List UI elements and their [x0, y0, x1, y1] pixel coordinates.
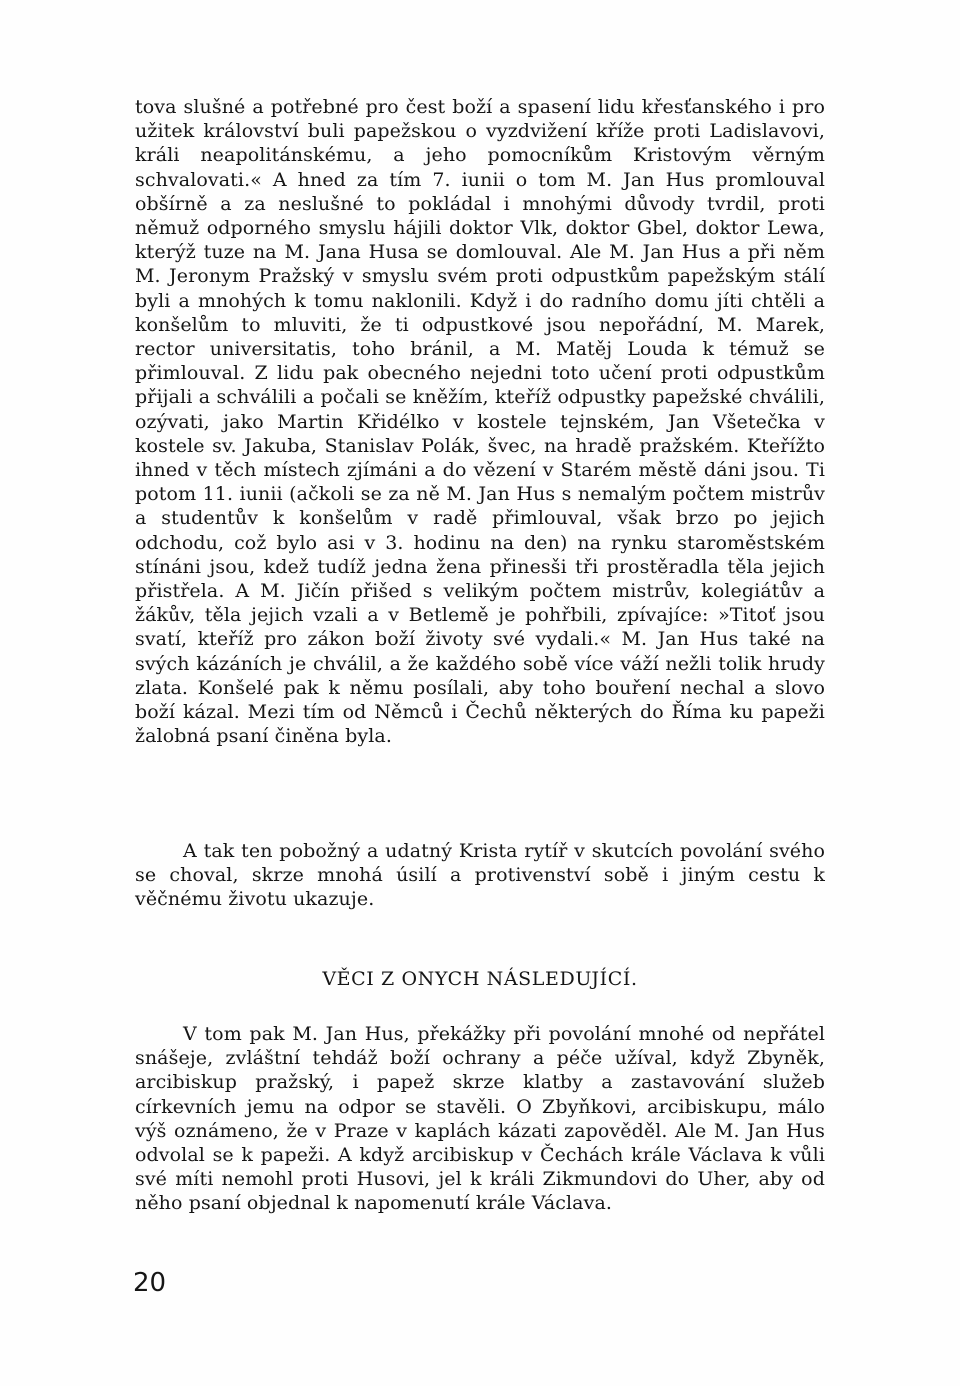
section-first-paragraph [135, 1022, 825, 1216]
continued-paragraph [135, 95, 825, 748]
section-heading: VĚCI Z ONYCH NÁSLEDUJÍCÍ. [322, 968, 638, 990]
closing-paragraph [135, 839, 825, 912]
page-number: 20 [133, 1268, 167, 1298]
paragraph-text-1: tova slušné a potřebné pro čest boží a spasení lidu křesťanského i pro užitek království buli papežskou o vyzdvižení kříže proti Ladislavovi, králi neapolitánskému, a jeho pomocníkům Kristovým věrným schvalovati.« A hned za tím 7. iunii o tom M. Jan Hus promlouval obšírně a za neslušné to pokládal i mnohými důvody tvrdil, proti němuž odporného smyslu hájili doktor Vlk, doktor Gbel, doktor Lewa, kterýž tuze na M. Jana Husa se domlouval. Ale M. Jan Hus a při něm M. Jeronym Pražský v smyslu svém proti odpustkům papežským stálí byli a mnohých k tomu naklonili. Když i do radního domu jíti chtěli a konšelům to mluviti, že ti odpustkové jsou nepořádní, M. Marek, rector universitatis, toho bránil, a M. Matěj Louda k témuž se přimlouval. Z lidu pak obecného nejedni toto učení proti odpustkům přijali a schválili a počali se kněžím, kteříž odpustky papežské chválili, ozývati, jako Martin Křidélko v kostele tejnském, Jan Všetečka v kostele sv. Jakuba, Stanislav Polák, švec, na hradě pražském. Kteřížto ihned v těch místech zjímáni a do vězení v Starém městě dáni jsou. Ti potom 11. iunii (ačkoli se za ně M. Jan Hus s nemalým počtem mistrův a studentův k konšelům v radě přimlouval, však brzo po jejich odchodu, což bylo asi v 3. hodinu na den) na rynku staroměstském stínáni jsou, kdež tudíž jedna žena přinesši tři prostěradla těla jejich přistřela. A M. Jičín přišed s velikým počtem mistrův, kolegiátův a žákův, těla jejich vzali a v Betlemě je pohřbili, zpívajíce: »Titoť jsou svatí, kteříž pro zákon boží životy své vydali.« M. Jan Hus také na svých kázáních je chválil, a že každého sobě více váží nežli tolik hrudy zlata. Konšelé pak k němu posílali, aby toho bouření nechal a slovo boží kázal. Mezi tím od Němců i Čechů některých do Říma ku papeži žalobná psaní činěna byla. [135, 96, 825, 748]
paragraph-text-2: A tak ten pobožný a udatný Krista rytíř v skutcích povolání svého se choval, skrze mnohá úsilí a protivenství sobě i jiným cestu k věčnému životu ukazuje. [135, 840, 825, 911]
paragraph-text-3: V tom pak M. Jan Hus, překážky při povolání mnohé od nepřátel snášeje, zvláštní tehdáž boží ochrany a péče užíval, když Zbyněk, arcibiskup pražský, i papež skrze klatby a zastavování služeb církevních jemu na odpor se stavěli. O Zbyňkovi, arcibiskupu, málo výš oznámeno, že v Praze v kaplách kázati zapověděl. Ale M. Jan Hus odvolal se k papeži. A když arcibiskup v Čechách krále Václava k vůli své míti nemohl proti Husovi, jel k králi Zikmundovi do Uher, aby od něho psaní objednal k napomenutí krále Václava. [135, 1023, 825, 1215]
